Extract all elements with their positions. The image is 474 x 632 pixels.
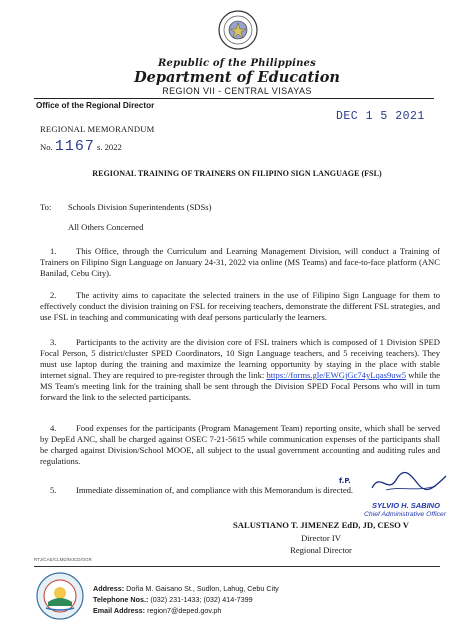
footer-email bbox=[93, 606, 221, 615]
office-label: Office of the Regional Director bbox=[36, 101, 155, 110]
officer-stamp-title: Chief Administrative Officer bbox=[364, 511, 447, 518]
header-region: REGION VII - CENTRAL VISAYAS bbox=[162, 86, 312, 96]
footer-email-label: Email Address: bbox=[93, 606, 146, 615]
paragraph-2-number: 2. bbox=[50, 290, 57, 300]
pre-registration-link[interactable]: https://forms.gle/EWGjGc74yLqas9uw5 bbox=[266, 370, 407, 380]
header-divider bbox=[34, 98, 434, 99]
paragraph-3-text-a: Participants to the activity are the division core of FSL trainers which is composed of 1 Division SPED Focal Person, 5 district/cluster SPED Coordinators, 10 Sign Language teachers, and 5 receiving teachers). They must use laptop during the training and maximize the learning opportunity by staying in the place with stable internet signal. They are required to pre-register through the link: bbox=[40, 337, 440, 380]
paragraph-3-text-b: while the MS Team's meeting link for the training shall be sent through the Division SPED Focal Persons who will in turn forward the link to the selected participants. bbox=[40, 370, 441, 402]
region-vii-logo bbox=[36, 572, 84, 620]
signatory-name: SALUSTIANO T. JIMENEZ EdD, JD, CESO V bbox=[233, 520, 409, 530]
footer-phone-label: Telephone Nos.: bbox=[93, 595, 149, 604]
paragraph-5-number: 5. bbox=[50, 485, 57, 495]
paragraph-3 bbox=[40, 337, 440, 403]
header-department: Department of Education bbox=[134, 69, 340, 86]
recipient-1: Schools Division Superintendents (SDSs) bbox=[68, 202, 212, 212]
memo-no-prefix: No. bbox=[40, 142, 53, 152]
paragraph-4 bbox=[40, 423, 440, 467]
memo-title: REGIONAL TRAINING OF TRAINERS ON FILIPINO SIGN LANGUAGE (FSL) bbox=[92, 169, 382, 178]
initials-mark: f.P. bbox=[339, 477, 351, 485]
footer-email-value[interactable]: region7@deped.gov.ph bbox=[147, 606, 222, 615]
paragraph-1 bbox=[40, 246, 440, 279]
recipient-2: All Others Concerned bbox=[68, 222, 144, 232]
paragraph-1-number: 1. bbox=[50, 246, 57, 256]
handwritten-signature bbox=[366, 468, 456, 496]
footer-address-label: Address: bbox=[93, 584, 125, 593]
memo-label: REGIONAL MEMORANDUM bbox=[40, 124, 155, 134]
footer-phone bbox=[93, 595, 253, 604]
paragraph-2-text: The activity aims to capacitate the selected trainers in the use of Filipino Sign Language for them to effectively conduct the division training on FSL for receiving teachers, demonstrate the different FSL strategies, and use FSL in teaching and communicating with deaf persons particularly the learners. bbox=[40, 290, 440, 322]
footer-phone-value: (032) 231-1433; (032) 414-7399 bbox=[150, 595, 253, 604]
header-republic: Republic of the Philippines bbox=[158, 58, 316, 69]
paragraph-3-number: 3. bbox=[50, 337, 57, 347]
footer-address-value: Doña M. Gaisano St., Sudlon, Lahug, Cebu City bbox=[126, 584, 279, 593]
paragraph-4-text: Food expenses for the participants (Program Management Team) reporting onsite, which shall be served by DepEd ANC, shall be charged against OSEC 7-21-5615 while communication expenses of the participants shall be charged against Division/School MOOE, all subject to the usual government accounting and auditing rules and regulations. bbox=[40, 423, 440, 466]
to-label: To: bbox=[40, 202, 52, 212]
memo-number-line bbox=[40, 138, 122, 155]
reference-initials: RTJ/CAE/CLMD/MJCD/OGR bbox=[34, 557, 92, 562]
footer-divider bbox=[34, 566, 440, 567]
paragraph-2 bbox=[40, 290, 440, 323]
date-stamp: DEC 1 5 2021 bbox=[336, 110, 425, 123]
deped-seal-logo bbox=[218, 10, 258, 50]
paragraph-1-text: This Office, through the Curriculum and Learning Management Division, will conduct a Training of Trainers on Filipino Sign Language on January 24-31, 2022 via online (MS Teams) and face-to-face platform (ANC Banilad, Cebu City). bbox=[40, 246, 440, 278]
memo-series: s. 2022 bbox=[96, 142, 122, 152]
paragraph-4-number: 4. bbox=[50, 423, 57, 433]
footer-address bbox=[93, 584, 279, 593]
signatory-title-1: Director IV bbox=[301, 533, 341, 543]
paragraph-5-text: Immediate dissemination of, and compliance with this Memorandum is directed. bbox=[76, 485, 354, 495]
memo-number: 1167 bbox=[54, 138, 95, 155]
signatory-title-2: Regional Director bbox=[290, 545, 352, 555]
officer-stamp-name: SYLVIO H. SABINO bbox=[372, 501, 440, 510]
